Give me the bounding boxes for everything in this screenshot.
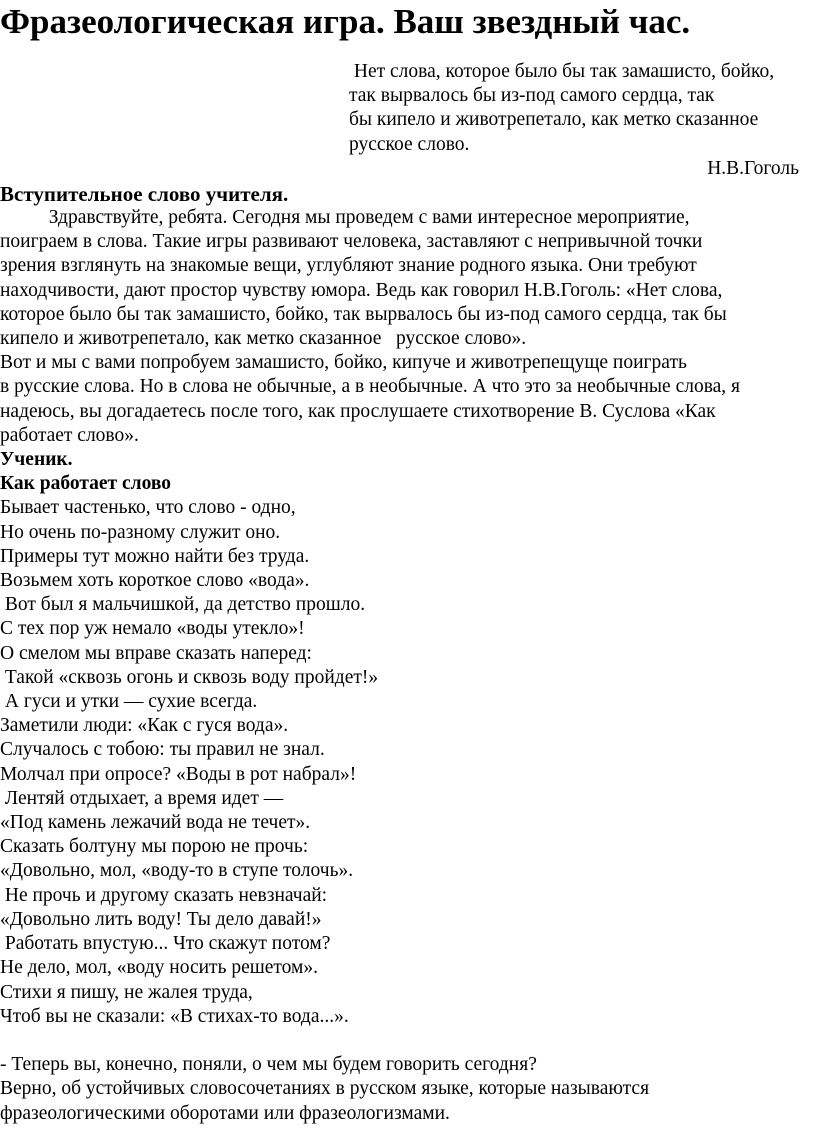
- poem-line: «Довольно, мол, «воду-то в ступе толочь».: [0, 860, 354, 882]
- epigraph-line: Нет слова, которое было бы так замашисто, бойко,: [349, 61, 775, 82]
- poem-line: Работать впустую... Что скажут потом?: [0, 933, 331, 955]
- epigraph-line: русское слово.: [349, 133, 470, 155]
- poem-line: Но очень по-разному служит оно.: [0, 521, 281, 543]
- poem-line: С тех пор уж немало «воды утекло»!: [0, 618, 305, 640]
- poem-line: А гуси и утки — сухие всегда.: [0, 691, 258, 713]
- body-text: [0, 206, 812, 1126]
- blank-line: [0, 1029, 812, 1053]
- poem-line: О смелом мы вправе сказать наперед:: [0, 642, 312, 664]
- poem: [0, 496, 812, 1028]
- intro-line: работает слово».: [0, 424, 139, 446]
- poem-line: Случалось с тобою: ты правил не знал.: [0, 739, 325, 761]
- poem-line: Бывает частенько, что слово - одно,: [0, 497, 296, 519]
- intro-line: находчивости, дают простор чувству юмора. Ведь как говорил Н.В.Гоголь: «Нет слова,: [0, 279, 723, 301]
- intro-line: которое было бы так замашисто, бойко, так вырвалось бы из-под самого сердца, так бы: [0, 303, 727, 325]
- poem-line: Молчал при опросе? «Воды в рот набрал»!: [0, 763, 357, 785]
- intro-line: зрения взглянуть на знакомые вещи, углубляют знание родного языка. Они требуют: [0, 255, 697, 277]
- section-heading: Вступительное слово учителя.: [0, 182, 289, 206]
- poem-line: Вот был я мальчишкой, да детство прошло.: [0, 594, 366, 616]
- closing-line: - Теперь вы, конечно, поняли, о чем мы будем говорить сегодня?: [0, 1054, 537, 1076]
- epigraph: [349, 60, 816, 181]
- poem-line: «Под камень лежачий вода не течет».: [0, 812, 311, 834]
- epigraph-line: бы кипело и животрепетало, как метко сказанное: [349, 109, 759, 131]
- page-title: Фразеологическая игра. Ваш звездный час.: [0, 2, 691, 41]
- poem-line: Такой «сквозь огонь и сквозь воду пройдет!»: [0, 666, 379, 688]
- poem-line: Заметили люди: «Как с гуся вода».: [0, 715, 289, 737]
- intro-paragraph: [0, 206, 812, 448]
- closing-line: Верно, об устойчивых словосочетаниях в русском языке, которые называются: [0, 1078, 650, 1100]
- intro-line: поиграем в слова. Такие игры развивают человека, заставляют с непривычной точки: [0, 231, 703, 253]
- epigraph-author: Н.В.Гоголь: [707, 157, 799, 179]
- poem-line: Чтоб вы не сказали: «В стихах-то вода...».: [0, 1005, 349, 1027]
- intro-line: в русские слова. Но в слова не обычные, а в необычные. А что это за необычные слова, я: [0, 376, 741, 398]
- poem-line: «Довольно лить воду! Ты дело давай!»: [0, 908, 322, 930]
- poem-line: Сказать болтуну мы порою не прочь:: [0, 836, 309, 858]
- poem-title: Как работает слово: [0, 473, 172, 495]
- poem-line: Возьмем хоть короткое слово «вода».: [0, 570, 310, 592]
- closing-line: фразеологическими оборотами или фразеологизмами.: [0, 1102, 450, 1124]
- intro-line: кипело и животрепетало, как метко сказанное русское слово».: [0, 328, 527, 350]
- poem-line: Лентяй отдыхает, а время идет —: [0, 787, 284, 809]
- intro-line: надеюсь, вы догадаетесь после того, как прослушаете стихотворение В. Суслова «Как: [0, 400, 716, 422]
- poem-line: Не прочь и другому сказать невзначай:: [0, 884, 328, 906]
- closing-paragraph: [0, 1053, 812, 1126]
- poem-line: Стихи я пишу, не жалея труда,: [0, 981, 253, 1003]
- intro-line: Здравствуйте, ребята. Сегодня мы проведем с вами интересное мероприятие,: [0, 207, 690, 228]
- student-label: Ученик.: [0, 449, 73, 471]
- poem-line: Не дело, мол, «воду носить решетом».: [0, 957, 319, 979]
- intro-line: Вот и мы с вами попробуем замашисто, бойко, кипуче и животрепещуще поиграть: [0, 352, 687, 374]
- epigraph-line: так вырвалось бы из-под самого сердца, так: [349, 85, 715, 107]
- poem-line: Примеры тут можно найти без труда.: [0, 545, 310, 567]
